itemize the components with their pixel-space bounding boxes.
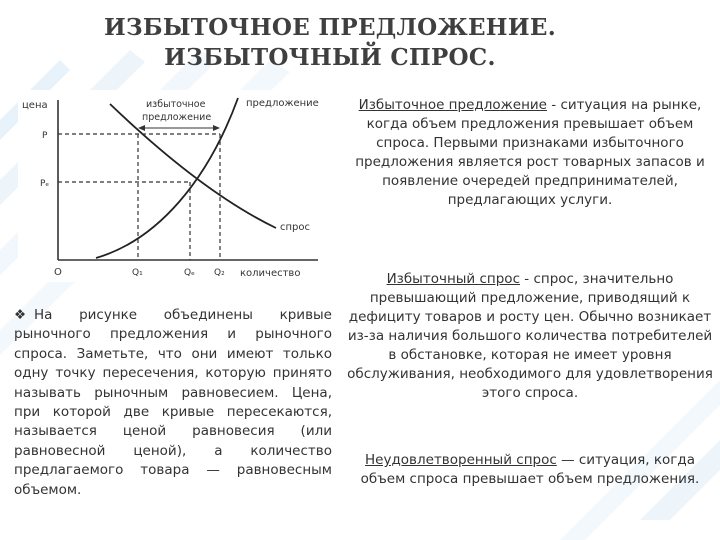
origin-label: O <box>54 267 62 278</box>
x-axis-label: количество <box>240 268 301 279</box>
excess-demand-definition <box>346 270 714 403</box>
q2-label: Q₂ <box>214 268 225 278</box>
surplus-label-line-1: избыточное <box>146 99 206 110</box>
supply-label: предложение <box>246 98 319 109</box>
surplus-label-line-2: предложение <box>142 112 212 123</box>
equilibrium-description <box>14 306 332 500</box>
price-eq-label: Pₑ <box>40 179 50 189</box>
title-line-2: ИЗБЫТОЧНЫЙ СПРОС. <box>164 44 496 71</box>
graph-svg <box>18 90 330 282</box>
unsatisfied-demand-text: — ситуация, когда объем спроса превышает объем предложения. <box>360 452 700 487</box>
title-line-1: ИЗБЫТОЧНОЕ ПРЕДЛОЖЕНИЕ. <box>103 14 557 41</box>
unsatisfied-demand-definition <box>346 451 714 489</box>
y-axis-label: цена <box>22 100 48 111</box>
excess-demand-text: - спрос, значительно превышающий предложение, приводящий к дефициту товаров и росту цен. Обычно возникает из-за наличия большого количества потребителей в обстановке, которая не имеет уровня обслуживания, необходимого для удовлетворения этого спроса. <box>347 271 713 401</box>
equilibrium-text: На рисунке объединены кривые рыночного предложения и рыночного спроса. Заметьте, что они имеют только одну точку пересечения, которую принято называть рыночным равновесием. Цена, при которой две кривые пересекаются, называется ценой равновесия (или равновесной ценой), а количество предлагаемого товара — равновесным объемом. <box>14 307 332 498</box>
surplus-arrowhead-right <box>213 125 220 131</box>
price-high-label: P <box>42 131 48 141</box>
bullet-icon: ❖ <box>14 307 27 323</box>
qe-label: Qₑ <box>184 268 195 278</box>
excess-supply-term: Избыточное предложение <box>358 97 547 113</box>
supply-demand-graph <box>18 90 330 282</box>
demand-label: спрос <box>280 222 310 233</box>
excess-supply-text: - ситуация на рынке, когда объем предложения превышает объем спроса. Первыми признаками избыточного предложения является рост товарных запасов и появление очередей предпринимателей, предлагающих услуги. <box>355 97 705 208</box>
excess-demand-term: Избыточный спрос <box>386 271 520 287</box>
unsatisfied-demand-term: Неудовлетворенный спрос <box>365 452 557 468</box>
q1-label: Q₁ <box>132 268 143 278</box>
excess-supply-definition <box>346 96 714 210</box>
